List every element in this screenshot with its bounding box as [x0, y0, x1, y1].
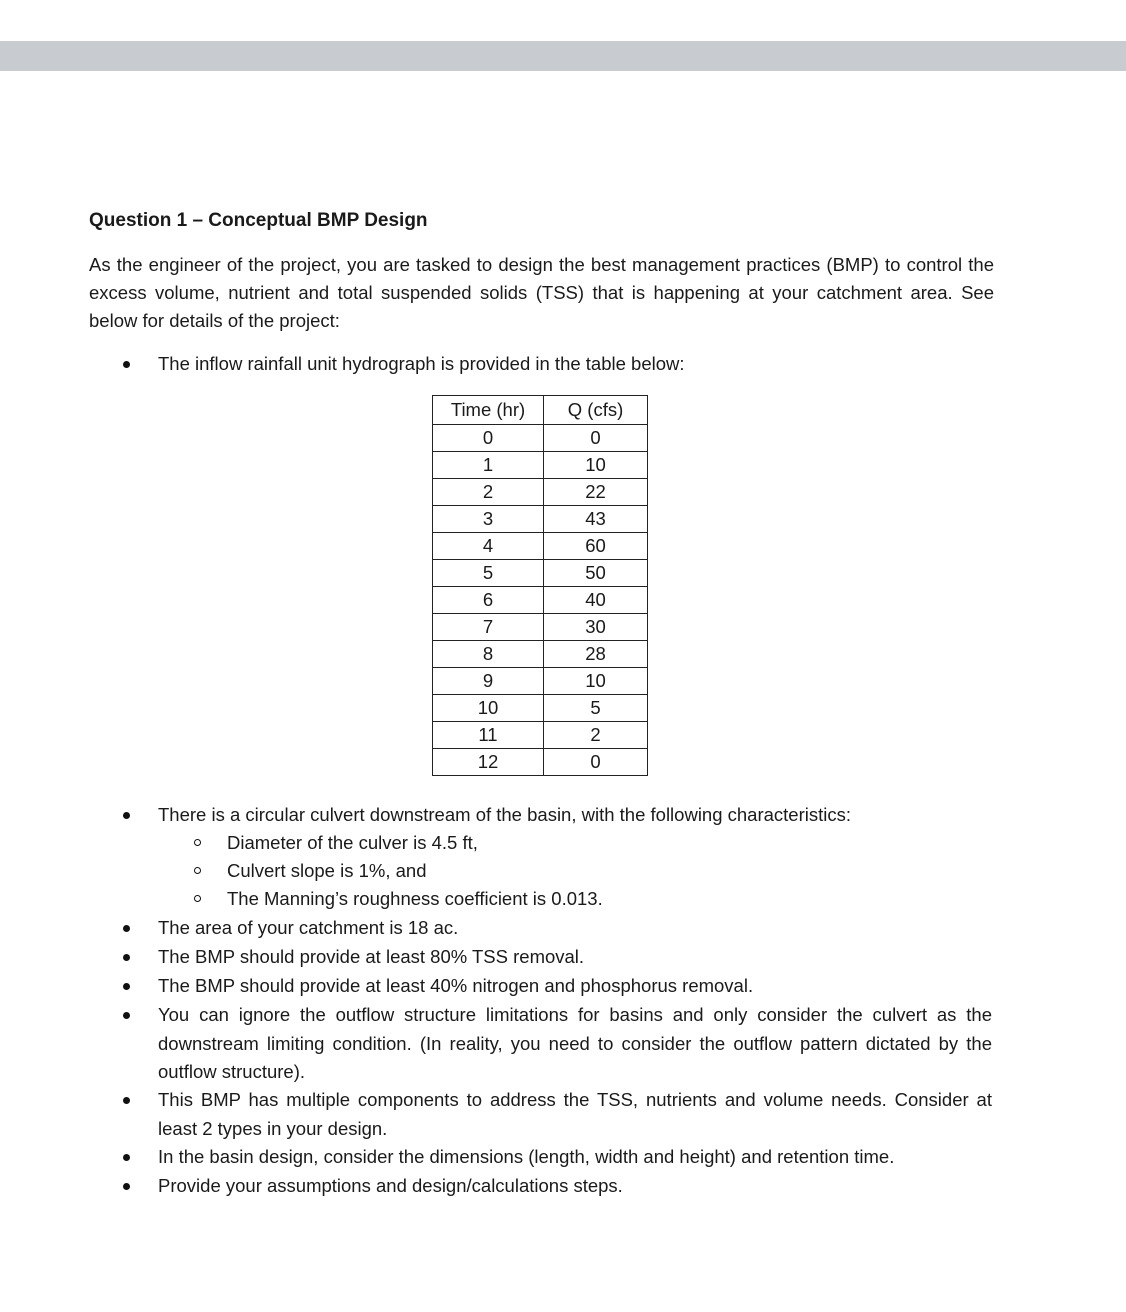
cell-q: 43 — [544, 506, 648, 533]
hydrograph-table — [432, 395, 648, 776]
cell-time: 3 — [433, 506, 544, 533]
cell-q: 40 — [544, 587, 648, 614]
table-row — [433, 614, 648, 641]
cell-q: 0 — [544, 425, 648, 452]
bullet-text: In the basin design, consider the dimensions (length, width and height) and retention time. — [158, 1146, 895, 1167]
cell-time: 4 — [433, 533, 544, 560]
cell-time: 11 — [433, 722, 544, 749]
cell-time: 5 — [433, 560, 544, 587]
table-row — [433, 749, 648, 776]
sub-bullet-circle-icon — [194, 867, 201, 874]
sub-bullet-text: The Manning’s roughness coefficient is 0.013. — [227, 888, 603, 909]
bullet-text: The inflow rainfall unit hydrograph is provided in the table below: — [158, 353, 685, 374]
cell-time: 2 — [433, 479, 544, 506]
bullet-text: The area of your catchment is 18 ac. — [158, 917, 459, 938]
table-row — [433, 452, 648, 479]
cell-q: 10 — [544, 668, 648, 695]
cell-time: 6 — [433, 587, 544, 614]
sub-bullet-text: Diameter of the culver is 4.5 ft, — [227, 832, 478, 853]
table-row — [433, 425, 648, 452]
cell-time: 12 — [433, 749, 544, 776]
cell-q: 2 — [544, 722, 648, 749]
table-row — [433, 641, 648, 668]
bullet-dot-icon — [123, 983, 130, 990]
bullet-dot-icon — [123, 1183, 130, 1190]
table-row — [433, 479, 648, 506]
bullet-text: The BMP should provide at least 80% TSS removal. — [158, 946, 585, 967]
sub-bullet-circle-icon — [194, 839, 201, 846]
table-row — [433, 668, 648, 695]
cell-q: 5 — [544, 695, 648, 722]
bullet-text: Provide your assumptions and design/calculations steps. — [158, 1175, 623, 1196]
cell-time: 10 — [433, 695, 544, 722]
bullet-text: There is a circular culvert downstream of the basin, with the following characteristics: — [158, 804, 852, 825]
bullet-dot-icon — [123, 1154, 130, 1161]
bullet-dot-icon — [123, 1097, 130, 1104]
cell-time: 8 — [433, 641, 544, 668]
table-row — [433, 506, 648, 533]
bullet-text: The BMP should provide at least 40% nitrogen and phosphorus removal. — [158, 975, 754, 996]
top-bar — [0, 41, 1126, 71]
bullet-dot-icon — [123, 361, 130, 368]
cell-q: 50 — [544, 560, 648, 587]
cell-q: 10 — [544, 452, 648, 479]
bullet-dot-icon — [123, 1012, 130, 1019]
cell-q: 0 — [544, 749, 648, 776]
cell-time: 0 — [433, 425, 544, 452]
table-row — [433, 722, 648, 749]
cell-q: 30 — [544, 614, 648, 641]
column-header-q: Q (cfs) — [544, 396, 648, 425]
sub-bullet-circle-icon — [194, 895, 201, 902]
bullet-dot-icon — [123, 812, 130, 819]
table-row — [433, 533, 648, 560]
bullet-dot-icon — [123, 925, 130, 932]
bullet-dot-icon — [123, 954, 130, 961]
cell-q: 22 — [544, 479, 648, 506]
cell-q: 60 — [544, 533, 648, 560]
bullet-text: This BMP has multiple components to address the TSS, nutrients and volume needs. Consider at least 2 types in your design. — [158, 1089, 992, 1139]
bullet-text: You can ignore the outflow structure limitations for basins and only consider the culvert as the downstream limiting condition. (In reality, you need to consider the outflow pattern dictated by the outflow structure). — [158, 1004, 992, 1082]
cell-time: 1 — [433, 452, 544, 479]
column-header-time: Time (hr) — [433, 396, 544, 425]
sub-bullet-text: Culvert slope is 1%, and — [227, 860, 427, 881]
table-row — [433, 560, 648, 587]
table-header-row — [433, 396, 648, 425]
cell-time: 9 — [433, 668, 544, 695]
table-row — [433, 695, 648, 722]
cell-q: 28 — [544, 641, 648, 668]
table-row — [433, 587, 648, 614]
question-heading: Question 1 – Conceptual BMP Design — [89, 210, 428, 231]
cell-time: 7 — [433, 614, 544, 641]
intro-paragraph: As the engineer of the project, you are tasked to design the best management practices (BMP) to control the excess volume, nutrient and total suspended solids (TSS) that is happening at your catchment area. See below for details of the project: — [89, 254, 994, 331]
